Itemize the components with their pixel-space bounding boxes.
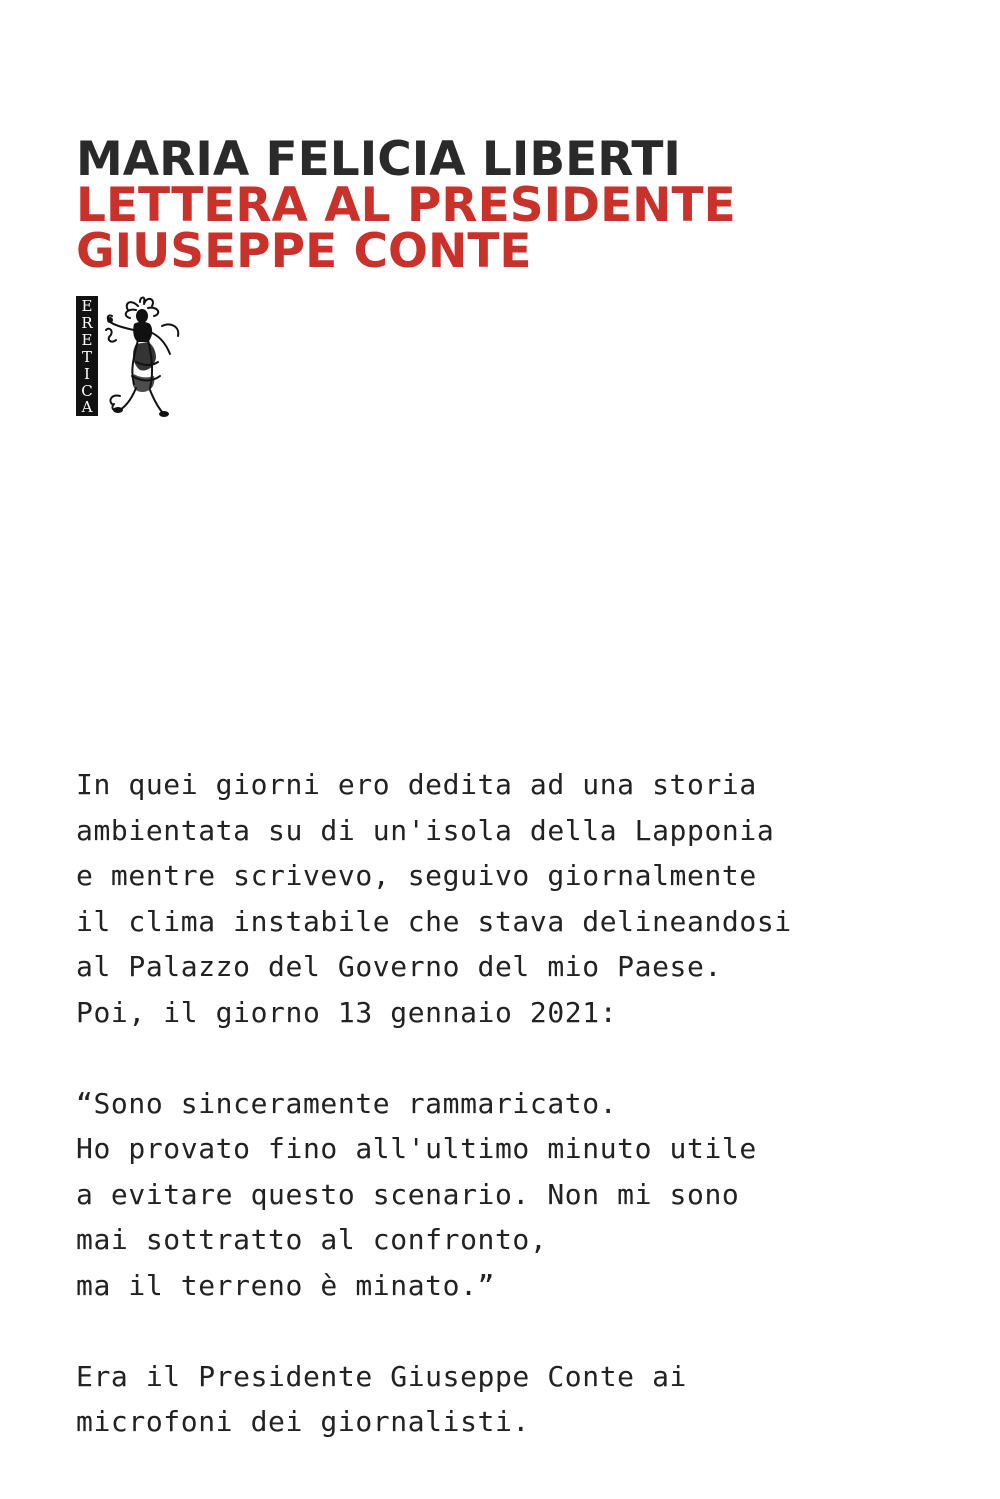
publisher-letter: E bbox=[81, 331, 93, 349]
paragraph-spacer bbox=[76, 1308, 956, 1354]
back-cover-excerpt bbox=[76, 762, 956, 1445]
publisher-letter: I bbox=[84, 365, 90, 383]
excerpt-line: mai sottratto al confronto, bbox=[76, 1223, 548, 1256]
excerpt-line: Ho provato fino all'ultimo minuto utile bbox=[76, 1132, 757, 1165]
engraved-figure-icon bbox=[100, 296, 186, 418]
title-line-1: LETTERA AL PRESIDENTE bbox=[76, 178, 736, 233]
excerpt-line: “Sono sinceramente rammaricato. bbox=[76, 1086, 618, 1120]
excerpt-line: In quei giorni ero dedita ad una storia bbox=[76, 768, 757, 801]
publisher-letter: C bbox=[81, 382, 93, 400]
publisher-letter: T bbox=[81, 348, 92, 366]
excerpt-paragraph-3 bbox=[76, 1354, 956, 1445]
excerpt-line: al Palazzo del Governo del mio Paese. bbox=[76, 950, 722, 983]
publisher-letter: A bbox=[81, 398, 93, 416]
excerpt-line: il clima instabile che stava delineandosi bbox=[76, 904, 792, 938]
excerpt-paragraph-1 bbox=[76, 762, 956, 1035]
excerpt-line: Era il Presidente Giuseppe Conte ai bbox=[76, 1359, 688, 1393]
paragraph-spacer bbox=[76, 1035, 956, 1081]
title-line-2: GIUSEPPE CONTE bbox=[76, 224, 532, 279]
author-name: MARIA FELICIA LIBERTI bbox=[76, 132, 681, 187]
excerpt-paragraph-2 bbox=[76, 1081, 956, 1309]
excerpt-line: ma il terreno è minato.” bbox=[76, 1268, 495, 1302]
excerpt-line: ambientata su di un'isola della Lapponia bbox=[76, 813, 775, 847]
excerpt-line: Poi, il giorno 13 gennaio 2021: bbox=[76, 995, 618, 1029]
publisher-letter: R bbox=[81, 314, 93, 332]
excerpt-line: e mentre scrivevo, seguivo giornalmente bbox=[76, 859, 757, 892]
excerpt-line: microfoni dei giornalisti. bbox=[76, 1405, 530, 1438]
publisher-name-band bbox=[76, 296, 98, 416]
publisher-logo bbox=[76, 296, 186, 418]
publisher-letter: E bbox=[81, 297, 93, 315]
excerpt-line: a evitare questo scenario. Non mi sono bbox=[76, 1177, 740, 1211]
